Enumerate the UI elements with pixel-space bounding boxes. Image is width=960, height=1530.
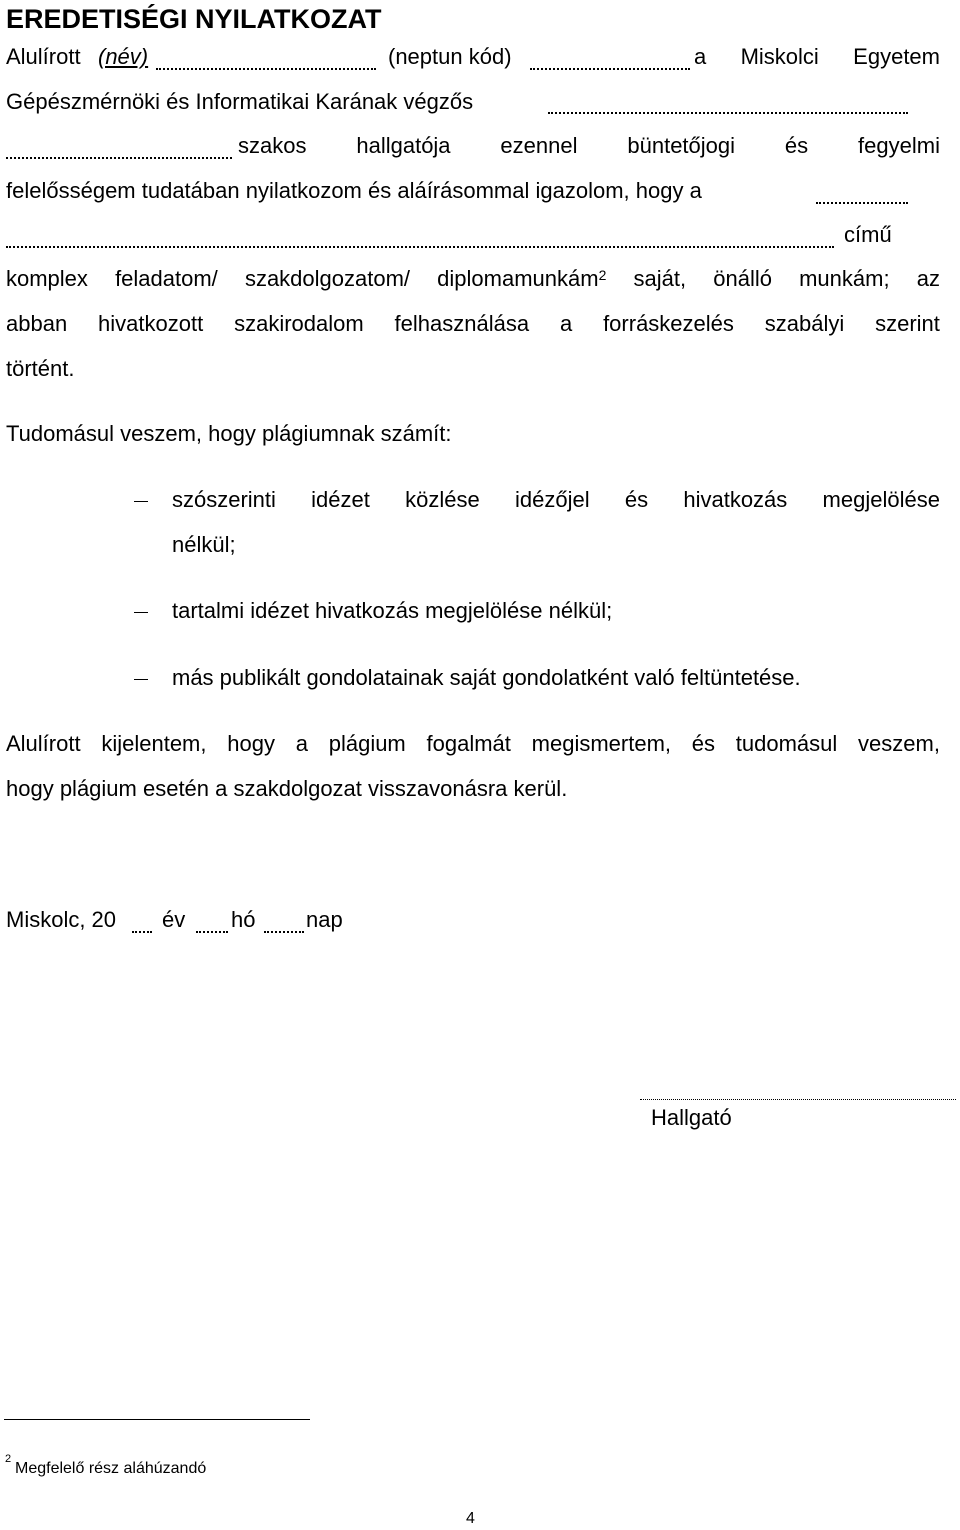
word: feladatom/ [115,266,218,291]
word: és [624,487,649,512]
major-fill-line-continued[interactable] [6,157,232,159]
word: és [784,133,809,158]
dash-bullet-icon [134,501,148,502]
word: hallgatója [356,133,451,158]
bullet-3: más publikált gondolatainak saját gondolatként való feltüntetése. [172,665,801,690]
text-line-4: felelősségem tudatában nyilatkozom és aláírásommal igazolom, hogy a [6,178,702,203]
word: megjelölése [822,487,940,512]
word: idézőjel [514,487,590,512]
word: megismertem, [531,731,672,756]
text-line-2: Gépészmérnöki és Informatikai Karának végzős [6,89,474,114]
text-line-3 [238,133,940,159]
text-line-6 [6,266,940,292]
word: fegyelmi [858,133,940,158]
text-alulirott: Alulírott [6,44,81,69]
word: szakirodalom [234,311,364,336]
neptun-fill-line[interactable] [530,68,690,70]
declaration-line-1 [6,731,940,757]
word: büntetőjogi [627,133,736,158]
date-ev: év [162,907,186,932]
text-line-7 [6,311,940,337]
word: a [295,731,308,756]
thesis-title-fill-line-continued[interactable] [6,246,834,248]
date-nap: nap [306,907,343,932]
word: tudomásul [735,731,838,756]
word-with-footnote: diplomamunkám$^2$ [437,266,607,291]
field-label-nev: (név) [98,44,149,69]
word: közlése [405,487,480,512]
word: az [916,266,940,291]
word: hivatkozás [683,487,788,512]
word: fogalmát [426,731,511,756]
word: ezennel [500,133,578,158]
line1-rest [694,44,940,70]
word: önálló [713,266,772,291]
declaration-line-2: hogy plágium esetén a szakdolgozat visszavonásra kerül. [6,776,568,801]
word: kijelentem, [101,731,207,756]
thesis-title-fill-line[interactable] [816,202,908,204]
page-number: 4 [466,1510,475,1527]
word: szakdolgozatom/ [244,266,411,291]
day-fill-line[interactable] [264,931,304,933]
date-city: Miskolc, 20 [6,907,117,932]
word: komplex [6,266,88,291]
footnote-separator [4,1419,310,1420]
major-fill-line[interactable] [548,112,908,114]
word: abban [6,311,68,336]
footnote-marker: 2 [5,1453,12,1465]
year-fill-line[interactable] [132,931,152,933]
word: plágium [328,731,406,756]
word: és [691,731,716,756]
word: Egyetem [853,44,940,69]
word: szerint [875,311,940,336]
bullet-2: tartalmi idézet hivatkozás megjelölése nélkül; [172,598,613,623]
bullet-1-line-2: nélkül; [172,532,236,557]
word: hivatkozott [98,311,204,336]
word: saját, [633,266,687,291]
word: szabályi [764,311,845,336]
footnote-ref: 2 [598,267,607,283]
field-label-neptun: (neptun kód) [388,44,512,69]
bullet-1-line-1 [172,487,940,513]
plagiarism-intro: Tudomásul veszem, hogy plágiumnak számít: [6,421,452,446]
footnote-text: Megfelelő rész aláhúzandó [15,1460,207,1477]
text-cimu: című [844,222,892,247]
name-fill-line[interactable] [156,68,376,70]
date-ho: hó [231,907,256,932]
word: forráskezelés [603,311,734,336]
signature-line[interactable] [640,1099,956,1100]
document-title: EREDETISÉGI NYILATKOZAT [6,4,382,34]
word: Alulírott [6,731,81,756]
month-fill-line[interactable] [196,931,228,933]
word: munkám; [799,266,890,291]
word: hogy [227,731,275,756]
text-line-8: történt. [6,356,75,381]
dash-bullet-icon [134,679,148,680]
signature-label: Hallgató [651,1105,732,1130]
word: szószerinti [172,487,276,512]
word: Miskolci [740,44,819,69]
dash-bullet-icon [134,612,148,613]
word: a [559,311,573,336]
word: felhasználása [394,311,530,336]
word: veszem, [858,731,940,756]
word: a [694,44,707,69]
word: idézet [311,487,370,512]
word: szakos [238,133,307,158]
